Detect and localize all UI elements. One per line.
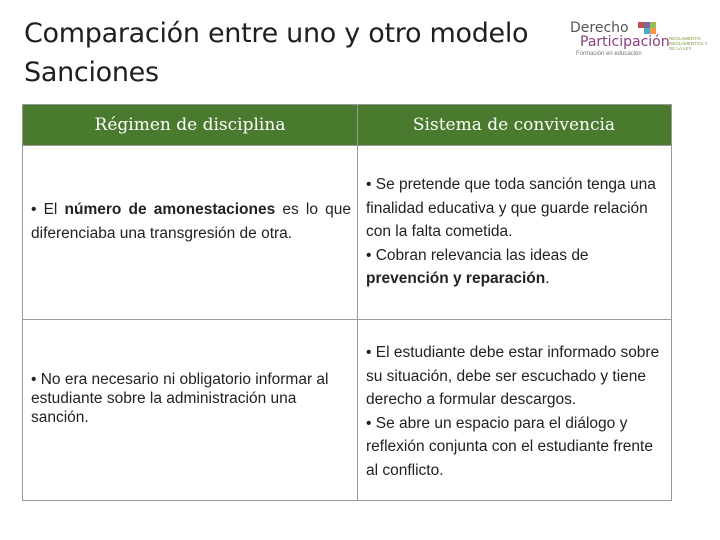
page-title [24, 14, 564, 92]
comparison-table [22, 104, 672, 501]
table-row [23, 320, 671, 500]
logo-text-derecho: Derecho [570, 20, 629, 36]
logo-text-formacion: Formación en educación [576, 51, 642, 57]
logo-side-text: REGLAMENTO, REGLAMENTOS Y DE LA LEY [669, 36, 708, 51]
logo-text-participacion: Participación [580, 34, 670, 50]
logo [566, 18, 714, 64]
table-cell-left [23, 146, 357, 319]
table-header-row [23, 105, 671, 145]
title-line-2: Sanciones [24, 57, 159, 88]
column-divider [357, 105, 358, 500]
cell-text-no-necesario: • No era necesario ni obligatorio informar al estudiante sobre la administración una sanción. [31, 371, 329, 426]
cell-text-estudiante-informado: • El estudiante debe estar informado sobre su situación, debe ser escuchado y tiene derecho a formular descargos. • Se abre un espacio para el diálogo y reflexión conjunta con el estudiante frente al conflicto. [366, 344, 660, 479]
header-regimen-disciplina: Régimen de disciplina [94, 115, 286, 135]
title-line-1: Comparación entre uno y otro modelo [24, 18, 529, 49]
table-cell-right [357, 320, 671, 500]
bold-numero-amonestaciones: número de amonestaciones [64, 201, 276, 218]
cell-text-sancion-educativa: • Se pretende que toda sanción tenga una finalidad educativa y que guarde relación con la falta cometida. • Cobran relevancia las ideas de prevención y reparación. [366, 176, 656, 287]
table-cell-right [357, 146, 671, 319]
table-row [23, 146, 671, 319]
table-cell-left [23, 320, 357, 500]
cell-text-amonestaciones: • El número de amonestaciones es lo que diferenciaba una transgresión de otra. [31, 201, 351, 242]
bold-prevencion-reparacion: prevención y reparación [366, 270, 546, 287]
header-sistema-convivencia: Sistema de convivencia [412, 115, 616, 135]
